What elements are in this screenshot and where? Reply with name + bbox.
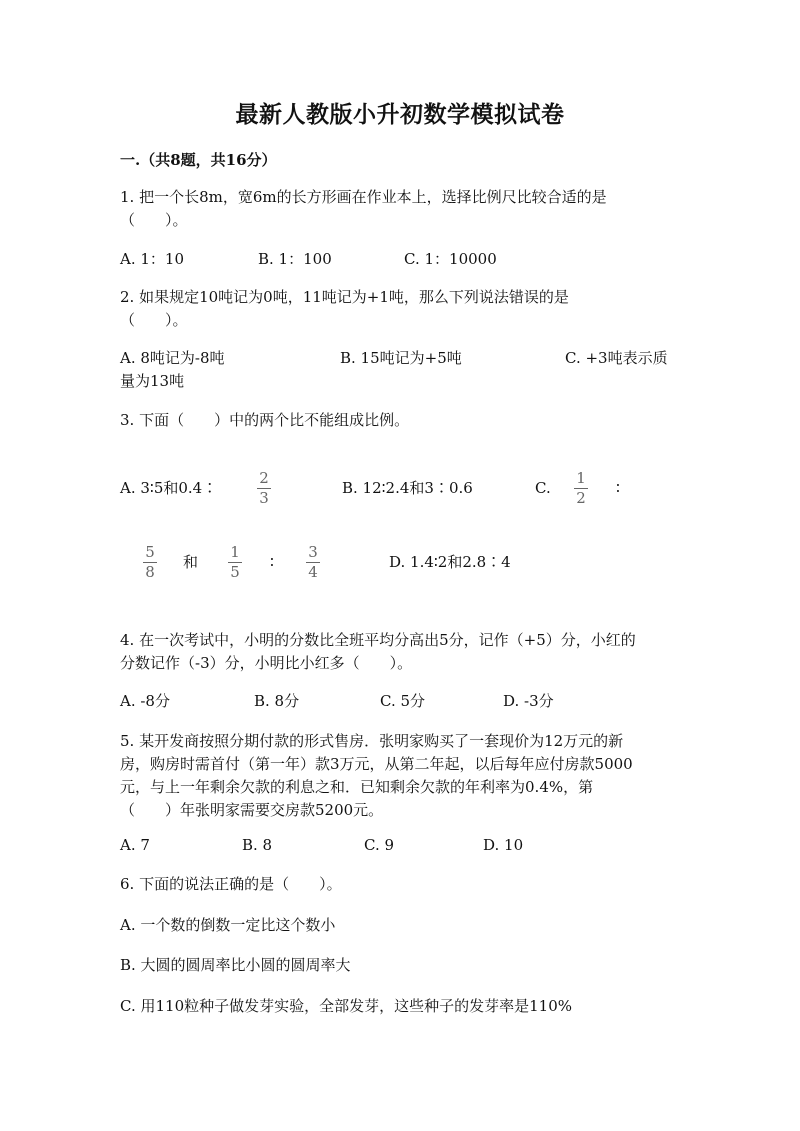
fraction-3-4: 3 4 bbox=[306, 544, 320, 581]
question-5-text-line-4: （ ）年张明家需要交房款5200元。 bbox=[120, 801, 384, 819]
ratio-colon: ∶ bbox=[616, 479, 620, 497]
question-4-text-line-1: 4. 在一次考试中，小明的分数比全班平均分高出5分，记作（+5）分，小红的 bbox=[120, 631, 636, 649]
question-5-text-line-1: 5. 某开发商按照分期付款的形式售房．张明家购买了一套现价为12万元的新 bbox=[120, 732, 624, 750]
question-5-text-line-2: 房，购房时需首付（第一年）款3万元，从第二年起，以后每年应付房款5000 bbox=[120, 755, 633, 773]
question-3-text: 3. 下面（ ）中的两个比不能组成比例。 bbox=[120, 411, 410, 429]
fraction-1-2: 1 2 bbox=[574, 470, 588, 507]
q3-option-a: A. 3∶5和0.4∶ bbox=[120, 479, 218, 497]
question-1-text: 1. 把一个长8m，宽6m的长方形画在作业本上，选择比例尺比较合适的是 bbox=[120, 188, 607, 206]
q5-option-b: B. 8 bbox=[242, 836, 273, 854]
question-1-blank: （ ）。 bbox=[120, 211, 188, 229]
question-3 bbox=[120, 409, 680, 432]
q1-option-c: C. 1：10000 bbox=[404, 250, 497, 268]
q2-option-c: C. +3吨表示质 bbox=[565, 349, 668, 367]
q4-option-b: B. 8分 bbox=[254, 692, 300, 710]
q4-option-a: A. -8分 bbox=[120, 692, 170, 710]
q2-option-b: B. 15吨记为+5吨 bbox=[340, 349, 462, 367]
q6-option-c: C. 用110粒种子做发芽实验，全部发芽，这些种子的发芽率是110% bbox=[120, 997, 572, 1015]
section-heading: 一.（共8题，共16分） bbox=[120, 151, 277, 169]
question-5-text-line-3: 元，与上一年剩余欠款的利息之和．已知剩余欠款的年利率为0.4%，第 bbox=[120, 778, 594, 796]
question-2 bbox=[120, 286, 680, 332]
ratio-colon-2: ∶ bbox=[270, 553, 274, 571]
and-text: 和 bbox=[183, 553, 199, 571]
q1-option-a: A. 1：10 bbox=[120, 250, 184, 268]
q3-option-c: C. bbox=[535, 479, 551, 497]
q2-option-a: A. 8吨记为-8吨 bbox=[120, 349, 225, 367]
q6-option-b: B. 大圆的圆周率比小圆的圆周率大 bbox=[120, 956, 351, 974]
q5-option-a: A. 7 bbox=[120, 836, 150, 854]
fraction-5-8: 5 8 bbox=[143, 544, 157, 581]
q4-option-d: D. -3分 bbox=[503, 692, 554, 710]
question-4-text-line-2: 分数记作（-3）分，小明比小红多（ ）。 bbox=[120, 654, 413, 672]
question-2-text: 2. 如果规定10吨记为0吨，11吨记为+1吨，那么下列说法错误的是 bbox=[120, 288, 569, 306]
q4-option-c: C. 5分 bbox=[380, 692, 426, 710]
q5-option-c: C. 9 bbox=[364, 836, 395, 854]
q3-option-d: D. 1.4∶2和2.8∶4 bbox=[389, 553, 511, 571]
question-1 bbox=[120, 186, 680, 232]
page-title: 最新人教版小升初数学模拟试卷 bbox=[235, 101, 565, 128]
question-4 bbox=[120, 629, 680, 675]
q5-option-d: D. 10 bbox=[483, 836, 524, 854]
question-6-text: 6. 下面的说法正确的是（ ）。 bbox=[120, 875, 342, 893]
fraction-1-5: 1 5 bbox=[228, 544, 242, 581]
q1-option-b: B. 1：100 bbox=[258, 250, 332, 268]
q3-option-b: B. 12∶2.4和3∶0.6 bbox=[342, 479, 473, 497]
q2-option-c-continued: 量为13吨 bbox=[120, 372, 185, 390]
question-6 bbox=[120, 873, 680, 896]
fraction-2-3: 2 3 bbox=[257, 470, 271, 507]
question-2-blank: （ ）。 bbox=[120, 311, 188, 329]
question-5 bbox=[120, 730, 680, 822]
q6-option-a: A. 一个数的倒数一定比这个数小 bbox=[120, 916, 336, 934]
